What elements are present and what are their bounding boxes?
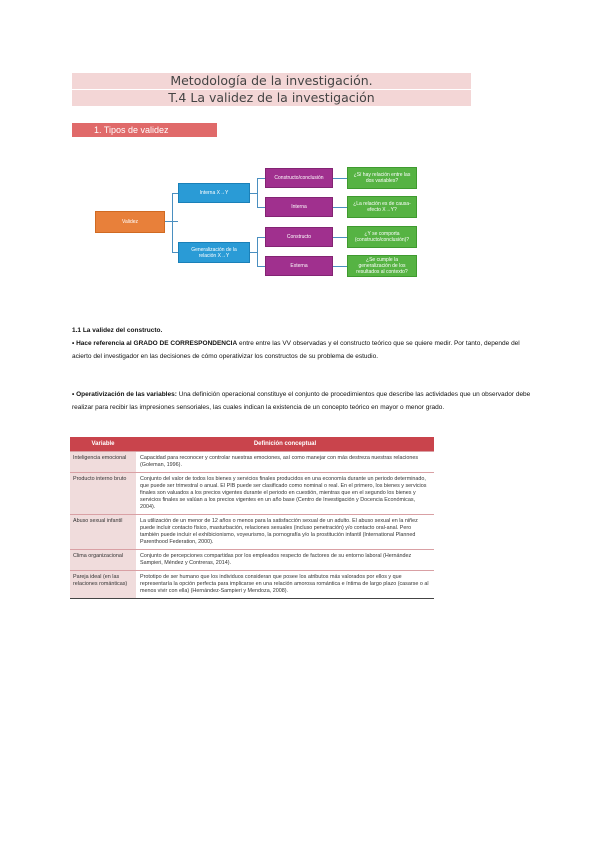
table-header bbox=[70, 437, 434, 451]
diagram-node-externa: Externa bbox=[265, 256, 333, 276]
paragraph-lead: • Operativización de las variables: bbox=[72, 391, 177, 398]
definition-cell: La utilización de un menor de 12 años o menos para la satisfacción sexual de un adulto. El abuso sexual en la niñez puede incluir contacto físico, masturbación, relaciones sexuales (incluso penetración) y/o contacto oral-anal. Pero también puede incluir el exhibicionismo, voyeurismo, la pornografía y/o la prostitución infantil (International Planned Parenthood Federation, 2000). bbox=[140, 518, 418, 545]
diagram-node-generalizacion: Generalización de la relación X→Y bbox=[178, 242, 250, 263]
variable-cell: Pareja ideal (en las relaciones románticas) bbox=[70, 571, 136, 598]
paragraph-body: entre entre las VV observadas y el constructo teórico que se quiere medir. Por tanto, depende del acierto del investigador en las decisiones de cómo operativizar los constructos de su problema de estudio. bbox=[72, 340, 520, 361]
document-title: Metodología de la investigación. bbox=[72, 73, 471, 89]
diagram-node-constructo-conclusion: Constructo/conclusión bbox=[265, 168, 333, 188]
diagram-node-interna-xy: Interna X→Y bbox=[178, 183, 250, 203]
table-row bbox=[70, 451, 434, 472]
diagram-root-node: Validez bbox=[95, 211, 165, 233]
diagram-question-4: ¿Se cumple la generalización de los resultados al contexto? bbox=[347, 255, 417, 277]
definition-cell: Prototipo de ser humano que los individuos consideran que posee los atributos más valorados por ellos y que representaría la opción perfecta para implicarse en una relación amorosa romántica e íntima de largo plazo (casarse o al menos vivir con ella) (Hernández-Sampieri y Mendoza, 2008). bbox=[140, 574, 429, 594]
definition-cell: Capacidad para reconocer y controlar nuestras emociones, así como manejar con más destreza nuestras relaciones (Goleman, 1996). bbox=[140, 455, 419, 468]
diagram-question-1: ¿Sí hay relación entre las dos variables? bbox=[347, 167, 417, 189]
paragraph-body: Una definición operacional constituye el conjunto de procedimientos que describe las actividades que un observador debe realizar para recibir las impresiones sensoriales, las cuales indican la existencia de un concepto teórico en mayor o menor grado. bbox=[72, 391, 531, 412]
table-row bbox=[70, 472, 434, 514]
table-row bbox=[70, 549, 434, 570]
variable-cell: Abuso sexual infantil bbox=[70, 515, 136, 549]
variable-cell: Clima organizacional bbox=[70, 550, 136, 570]
column-header-definition: Definición conceptual bbox=[253, 441, 317, 447]
definition-cell: Conjunto del valor de todos los bienes y servicios finales producidos en una economía durante un periodo determinado, que puede ser trimestral o anual. El PIB puede ser clasificado como nominal o real. En el primero, los bienes y servicios finales son valuados a los precios vigentes durante el periodo en cuestión, mientras que en el segundo los bienes y servicios finales se valúan a los precios vigentes en un año base (Centro de Investigación y Docencia Económicas, 2004). bbox=[140, 476, 427, 510]
definition-cell: Conjunto de percepciones compartidas por los empleados respecto de factores de su entorno laboral (Hernández Sampieri, Méndez y Contreras, 2014). bbox=[140, 553, 412, 566]
table-row bbox=[70, 514, 434, 549]
diagram-question-2: ¿La relación es de causa-efecto X→Y? bbox=[347, 196, 417, 218]
paragraph-operativization bbox=[72, 388, 532, 414]
variable-cell: Producto interno bruto bbox=[70, 473, 136, 514]
column-header-variable: Variable bbox=[91, 441, 115, 447]
diagram-question-3: ¿Y se comporta (constructo/conclusión)? bbox=[347, 226, 417, 248]
paragraph-lead: • Hace referencia al GRADO DE CORRESPONDENCIA bbox=[72, 340, 238, 347]
diagram-node-interna: Interna bbox=[265, 197, 333, 217]
variable-cell: Inteligencia emocional bbox=[70, 452, 136, 472]
table-row bbox=[70, 570, 434, 598]
definitions-table bbox=[70, 437, 434, 599]
diagram-node-constructo: Constructo bbox=[265, 227, 333, 247]
paragraph-correspondence bbox=[72, 337, 532, 363]
subsection-heading: 1.1 La validez del constructo. bbox=[72, 327, 163, 334]
section-heading: 1. Tipos de validez bbox=[72, 123, 217, 137]
document-subtitle: T.4 La validez de la investigación bbox=[72, 90, 471, 106]
